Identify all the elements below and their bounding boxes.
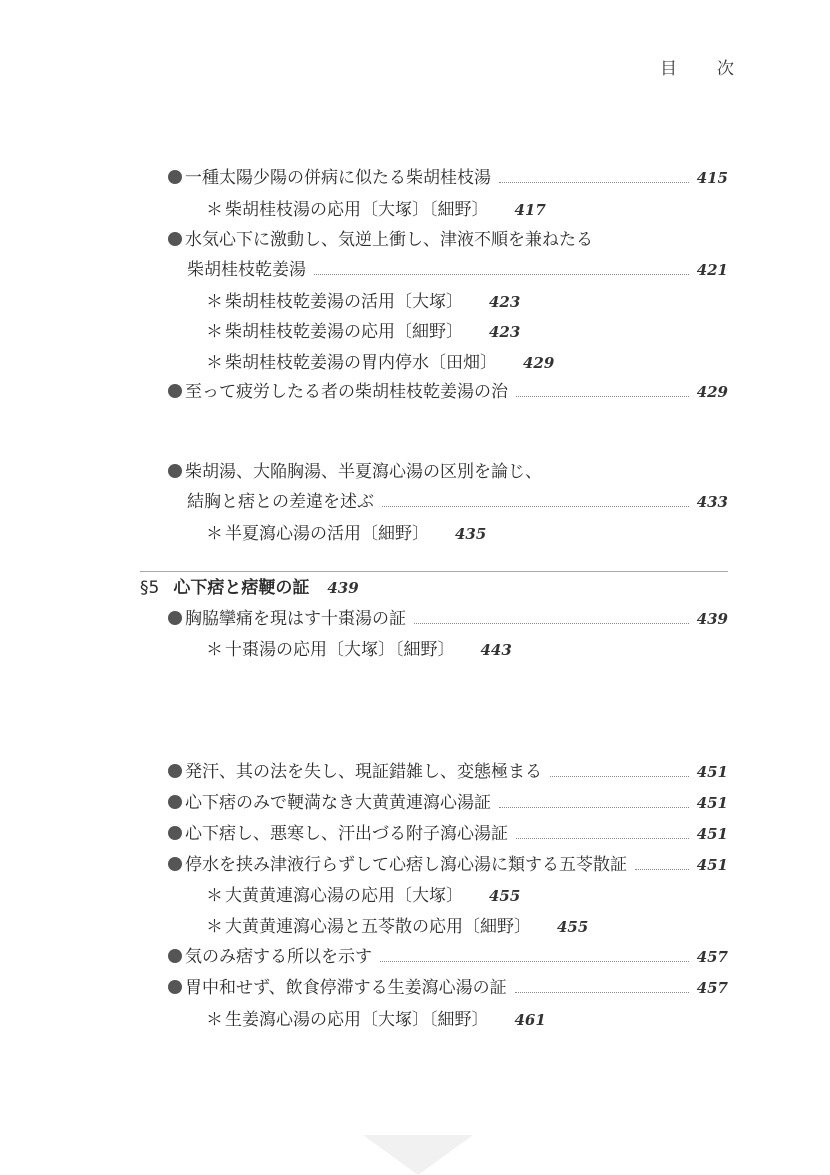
asterisk-icon: ＊ <box>206 353 223 373</box>
bullet-icon <box>168 611 182 625</box>
toc-subentry[interactable] <box>206 917 588 937</box>
toc-entry-continuation[interactable] <box>187 260 728 280</box>
toc-subentry[interactable] <box>206 353 554 373</box>
page-number: 461 <box>514 1011 546 1029</box>
page-number: 433 <box>696 493 728 511</box>
toc-subentry[interactable] <box>206 292 520 312</box>
bullet-icon <box>168 949 182 963</box>
toc-entry[interactable] <box>168 609 728 629</box>
entry-title: 柴胡桂枝湯の応用〔大塚〕〔細野〕 <box>225 200 489 220</box>
page-edge-mark <box>363 1135 473 1175</box>
dot-leader <box>382 506 689 507</box>
page-number: 435 <box>455 525 487 543</box>
toc-entry[interactable] <box>168 947 728 967</box>
toc-subentry[interactable] <box>206 640 512 660</box>
bullet-icon <box>168 795 182 809</box>
running-head-right: 次 <box>717 59 734 79</box>
page-number: 421 <box>696 261 728 279</box>
asterisk-icon: ＊ <box>206 322 223 342</box>
section-number: §5 <box>140 578 160 598</box>
page-number: 439 <box>327 579 359 597</box>
entry-title: 気のみ痞する所以を示す <box>185 947 372 967</box>
entry-title: 至って疲労したる者の柴胡桂枝乾姜湯の治 <box>185 382 508 402</box>
entry-title: 胸脇攣痛を現はす十棗湯の証 <box>185 609 406 629</box>
asterisk-icon: ＊ <box>206 1010 223 1030</box>
bullet-icon <box>168 170 182 184</box>
entry-title: 柴胡桂枝乾姜湯 <box>187 260 306 280</box>
bullet-icon <box>168 384 182 398</box>
page-number: 451 <box>696 794 728 812</box>
running-head-left: 目 <box>660 59 677 79</box>
page-number: 443 <box>480 641 512 659</box>
entry-title: 水気心下に激動し、気逆上衝し、津液不順を兼ねたる <box>185 230 593 250</box>
dot-leader <box>380 961 689 962</box>
bullet-icon <box>168 232 182 246</box>
bullet-icon <box>168 826 182 840</box>
asterisk-icon: ＊ <box>206 917 223 937</box>
entry-title: 十棗湯の応用〔大塚〕〔細野〕 <box>225 640 455 660</box>
page-number: 429 <box>523 354 555 372</box>
dot-leader <box>516 396 689 397</box>
entry-title: 生姜瀉心湯の応用〔大塚〕〔細野〕 <box>225 1010 489 1030</box>
entry-title: 結胸と痞との差違を述ぶ <box>187 492 374 512</box>
asterisk-icon: ＊ <box>206 886 223 906</box>
entry-title: 停水を挟み津液行らずして心痞し瀉心湯に類する五苓散証 <box>185 855 627 875</box>
entry-title: 胃中和せず、飲食停滞する生姜瀉心湯の証 <box>185 978 507 998</box>
asterisk-icon: ＊ <box>206 200 223 220</box>
dot-leader <box>499 182 689 183</box>
page-number: 423 <box>489 293 521 311</box>
dot-leader <box>414 623 689 624</box>
section-divider <box>140 571 728 572</box>
toc-entry[interactable] <box>168 762 728 782</box>
toc-entry[interactable] <box>168 462 728 482</box>
entry-title: 柴胡桂枝乾姜湯の胃内停水〔田畑〕 <box>225 353 497 373</box>
toc-entry[interactable] <box>168 855 728 875</box>
dot-leader <box>515 992 689 993</box>
dot-leader <box>516 838 689 839</box>
page-number: 451 <box>696 825 728 843</box>
dot-leader <box>499 807 689 808</box>
toc-entry[interactable] <box>168 793 728 813</box>
page-number: 457 <box>696 948 728 966</box>
asterisk-icon: ＊ <box>206 524 223 544</box>
dot-leader <box>635 869 689 870</box>
page-number: 429 <box>696 383 728 401</box>
entry-title: 大黄黄連瀉心湯と五苓散の応用〔細野〕 <box>225 917 531 937</box>
toc-subentry[interactable] <box>206 524 486 544</box>
toc-entry[interactable] <box>168 978 728 998</box>
toc-entry[interactable] <box>168 230 728 250</box>
page-number: 455 <box>489 887 521 905</box>
entry-title: 心下痞のみで鞕満なき大黄黄連瀉心湯証 <box>185 793 491 813</box>
page-number: 415 <box>696 169 728 187</box>
section-heading[interactable] <box>140 578 359 598</box>
bullet-icon <box>168 464 182 478</box>
entry-title: 大黄黄連瀉心湯の応用〔大塚〕 <box>225 886 463 906</box>
page-number: 451 <box>696 856 728 874</box>
dot-leader <box>314 274 689 275</box>
entry-title: 発汗、其の法を失し、現証錯雑し、変態極まる <box>185 762 542 782</box>
toc-entry[interactable] <box>168 824 728 844</box>
bullet-icon <box>168 764 182 778</box>
bullet-icon <box>168 980 182 994</box>
bullet-icon <box>168 857 182 871</box>
dot-leader <box>550 776 689 777</box>
entry-title: 半夏瀉心湯の活用〔細野〕 <box>225 524 429 544</box>
entry-title: 柴胡桂枝乾姜湯の活用〔大塚〕 <box>225 292 463 312</box>
section-title: 心下痞と痞鞕の証 <box>173 578 310 598</box>
asterisk-icon: ＊ <box>206 640 223 660</box>
page-number: 451 <box>696 763 728 781</box>
entry-title: 柴胡桂枝乾姜湯の応用〔細野〕 <box>225 322 463 342</box>
toc-entry[interactable] <box>168 382 728 402</box>
entry-title: 柴胡湯、大陥胸湯、半夏瀉心湯の区別を論じ、 <box>185 462 542 482</box>
toc-entry-continuation[interactable] <box>187 492 728 512</box>
page-number: 423 <box>489 323 521 341</box>
toc-subentry[interactable] <box>206 1010 546 1030</box>
page-number: 455 <box>557 918 589 936</box>
toc-subentry[interactable] <box>206 322 520 342</box>
page-number: 457 <box>696 979 728 997</box>
running-head <box>660 54 734 79</box>
asterisk-icon: ＊ <box>206 292 223 312</box>
entry-title: 心下痞し、悪寒し、汗出づる附子瀉心湯証 <box>185 824 508 844</box>
toc-subentry[interactable] <box>206 200 546 220</box>
page-number: 417 <box>514 201 546 219</box>
page-number: 439 <box>696 610 728 628</box>
toc-entry[interactable] <box>168 168 728 188</box>
entry-title: 一種太陽少陽の併病に似たる柴胡桂枝湯 <box>185 168 491 188</box>
toc-subentry[interactable] <box>206 886 520 906</box>
